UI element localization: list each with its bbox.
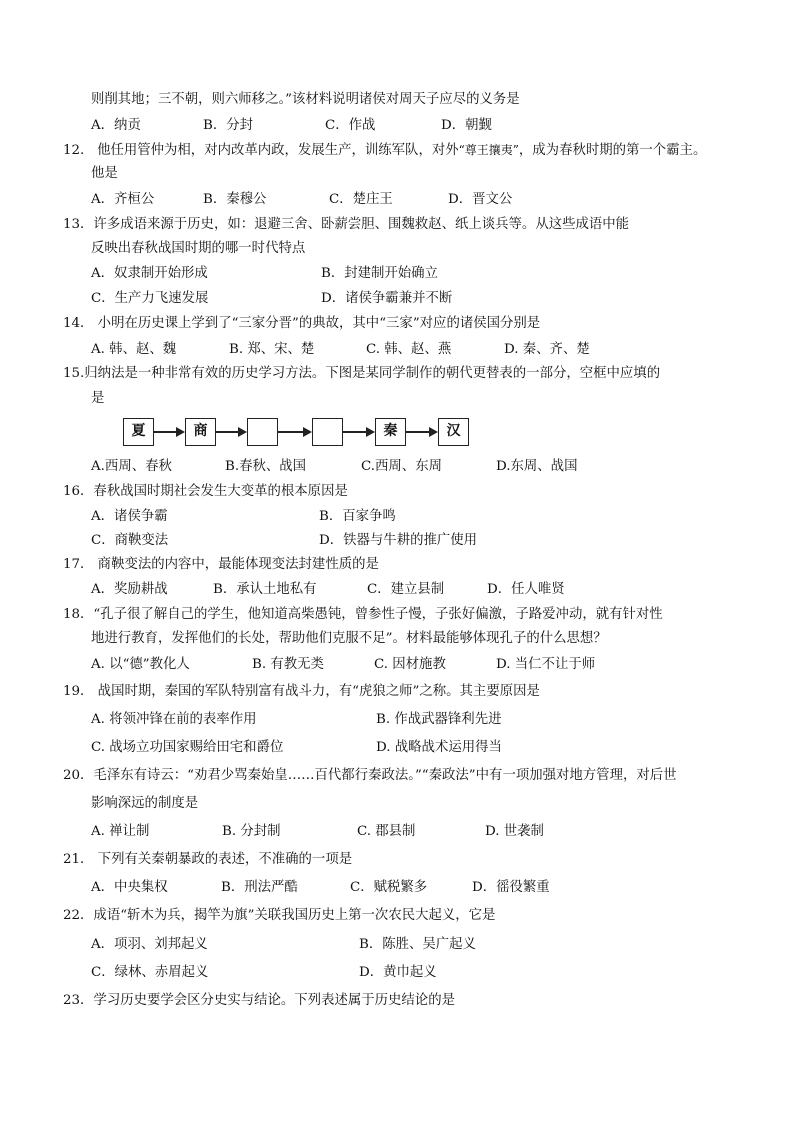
option-d[interactable]: D．晋文公	[448, 192, 513, 207]
option-b[interactable]: B．百家争鸣	[319, 509, 396, 524]
option-a[interactable]: A．诸侯争霸	[91, 509, 168, 524]
option-c[interactable]: C. 韩、赵、燕	[366, 342, 452, 357]
dynasty-box-han: 汉	[438, 418, 469, 446]
option-b[interactable]: B．秦穆公	[203, 192, 267, 207]
arrow-head	[303, 427, 312, 437]
option-a[interactable]: A．项羽、刘邦起义	[91, 937, 208, 952]
option-d[interactable]: D．诸侯争霸兼并不断	[321, 291, 453, 306]
dynasty-box-shang: 商	[185, 418, 216, 446]
option-b[interactable]: B. 分封制	[222, 824, 281, 839]
question-15-stem: 15.归纳法是一种非常有效的历史学习方法。下图是某同学制作的朝代更替表的一部分，空框中应填的	[63, 366, 661, 381]
dynasty-chain-diagram	[123, 418, 483, 450]
option-c[interactable]: C．赋税繁多	[350, 880, 428, 895]
question-17-stem: 17． 商鞅变法的内容中，最能体现变法封建性质的是	[63, 557, 379, 572]
question-18-stem-line2: 地进行教育，发挥他们的长处，帮助他们克服不足”。材料最能够体现孔子的什么思想？	[91, 631, 607, 646]
option-d[interactable]: D．铁器与牛耕的推广使用	[319, 533, 478, 548]
question-13-stem: 13．许多成语来源于历史，如：退避三舍、卧薪尝胆、围魏救赵、纸上谈兵等。从这些成语中能	[63, 217, 630, 232]
option-a[interactable]: A．奖励耕战	[91, 582, 168, 597]
option-b[interactable]: B. 作战武器锋利先进	[376, 712, 502, 727]
arrow-line	[343, 431, 366, 433]
option-a[interactable]: A．纳贡	[91, 118, 141, 133]
option-c[interactable]: C.西周、东周	[361, 459, 442, 474]
question-23-stem: 23．学习历史要学会区分史实与结论。下列表述属于历史结论的是	[63, 993, 455, 1008]
dynasty-box-blank-2[interactable]	[312, 418, 343, 446]
option-d[interactable]: D.东周、战国	[496, 459, 578, 474]
question-11-stem: 则削其地；三不朝，则六师移之。”该材料说明诸侯对周天子应尽的义务是	[91, 92, 520, 107]
option-b[interactable]: B．承认土地私有	[213, 582, 317, 597]
option-c[interactable]: C．商鞅变法	[91, 533, 169, 548]
option-b[interactable]: B．分封	[203, 118, 254, 133]
option-d[interactable]: D．朝觐	[441, 118, 492, 133]
option-c[interactable]: C. 因材施教	[374, 657, 446, 672]
dynasty-box-qin: 秦	[375, 418, 406, 446]
question-12-stem	[63, 141, 706, 160]
option-c[interactable]: C．建立县制	[367, 582, 445, 597]
arrow-line	[154, 431, 176, 433]
question-15-stem-line2: 是	[91, 391, 105, 406]
quote-text: “尊王攘夷”	[458, 143, 519, 157]
option-a[interactable]: A. 将领冲锋在前的表率作用	[91, 712, 257, 727]
option-c[interactable]: C．生产力飞速发展	[91, 291, 209, 306]
arrow-head	[176, 427, 185, 437]
question-16-stem: 16．春秋战国时期社会发生大变革的根本原因是	[63, 484, 348, 499]
question-12-stem-line2: 他是	[91, 166, 118, 181]
option-a[interactable]: A. 韩、赵、魏	[91, 342, 177, 357]
arrow-head	[238, 427, 247, 437]
question-22-stem: 22．成语“斩木为兵，揭竿为旗”关联我国历史上第一次农民大起义，它是	[63, 908, 496, 923]
dynasty-box-xia: 夏	[123, 418, 154, 446]
question-14-stem: 14． 小明在历史课上学到了“三家分晋”的典故，其中“三家”对应的诸侯国分别是	[63, 316, 541, 331]
option-b[interactable]: B．陈胜、吴广起义	[359, 937, 476, 952]
question-20-stem-line2: 影响深远的制度是	[91, 796, 199, 811]
option-b[interactable]: B.春秋、战国	[225, 459, 307, 474]
option-d[interactable]: D．任人唯贤	[487, 582, 565, 597]
question-number: 12.	[63, 143, 85, 158]
question-20-stem: 20．毛泽东有诗云：“劝君少骂秦始皇……百代都行秦政法。”“秦政法”中有一项加强对地方管理，对后世	[63, 768, 677, 783]
option-a[interactable]: A．奴隶制开始形成	[91, 266, 208, 281]
option-d[interactable]: D. 战略战术运用得当	[376, 740, 502, 755]
option-c[interactable]: C．绿林、赤眉起义	[91, 965, 209, 980]
dynasty-box-blank-1[interactable]	[247, 418, 278, 446]
option-c[interactable]: C. 郡县制	[357, 824, 416, 839]
question-text-end: ，成为春秋时期的第一个霸主。	[518, 143, 707, 158]
arrow-line	[278, 431, 303, 433]
arrow-head	[366, 427, 375, 437]
option-d[interactable]: D．黄巾起义	[359, 965, 437, 980]
option-a[interactable]: A.西周、春秋	[91, 459, 172, 474]
question-21-stem: 21． 下列有关秦朝暴政的表述，不准确的一项是	[63, 852, 353, 867]
option-b[interactable]: B. 有教无类	[252, 657, 324, 672]
question-text: 他任用管仲为相，对内改革内政，发展生产，训练军队，对外	[97, 143, 459, 158]
option-c[interactable]: C．作战	[325, 118, 376, 133]
question-13-stem-line2: 反映出春秋战国时期的哪一时代特点	[91, 241, 306, 256]
option-a[interactable]: A．中央集权	[91, 880, 168, 895]
option-a[interactable]: A．齐桓公	[91, 192, 155, 207]
option-d[interactable]: D. 当仁不让于师	[496, 657, 596, 672]
option-b[interactable]: B. 郑、宋、楚	[229, 342, 315, 357]
option-c[interactable]: C．楚庄王	[329, 192, 393, 207]
question-18-stem: 18．“孔子很了解自己的学生，他知道高柴愚钝，曾参性子慢，子张好偏激，子路爱冲动，就有针对性	[63, 607, 663, 622]
arrow-head	[429, 427, 438, 437]
option-a[interactable]: A. 禅让制	[91, 824, 150, 839]
option-b[interactable]: B．刑法严酷	[221, 880, 298, 895]
option-d[interactable]: D. 世袭制	[485, 824, 544, 839]
option-c[interactable]: C. 战场立功国家赐给田宅和爵位	[91, 740, 284, 755]
option-a[interactable]: A. 以“德”教化人	[91, 657, 190, 672]
arrow-line	[406, 431, 429, 433]
option-d[interactable]: D. 秦、齐、楚	[504, 342, 590, 357]
question-19-stem: 19． 战国时期，秦国的军队特别富有战斗力，有“虎狼之师”之称。其主要原因是	[63, 684, 540, 699]
arrow-line	[216, 431, 238, 433]
option-b[interactable]: B．封建制开始确立	[321, 266, 438, 281]
option-d[interactable]: D．徭役繁重	[472, 880, 550, 895]
